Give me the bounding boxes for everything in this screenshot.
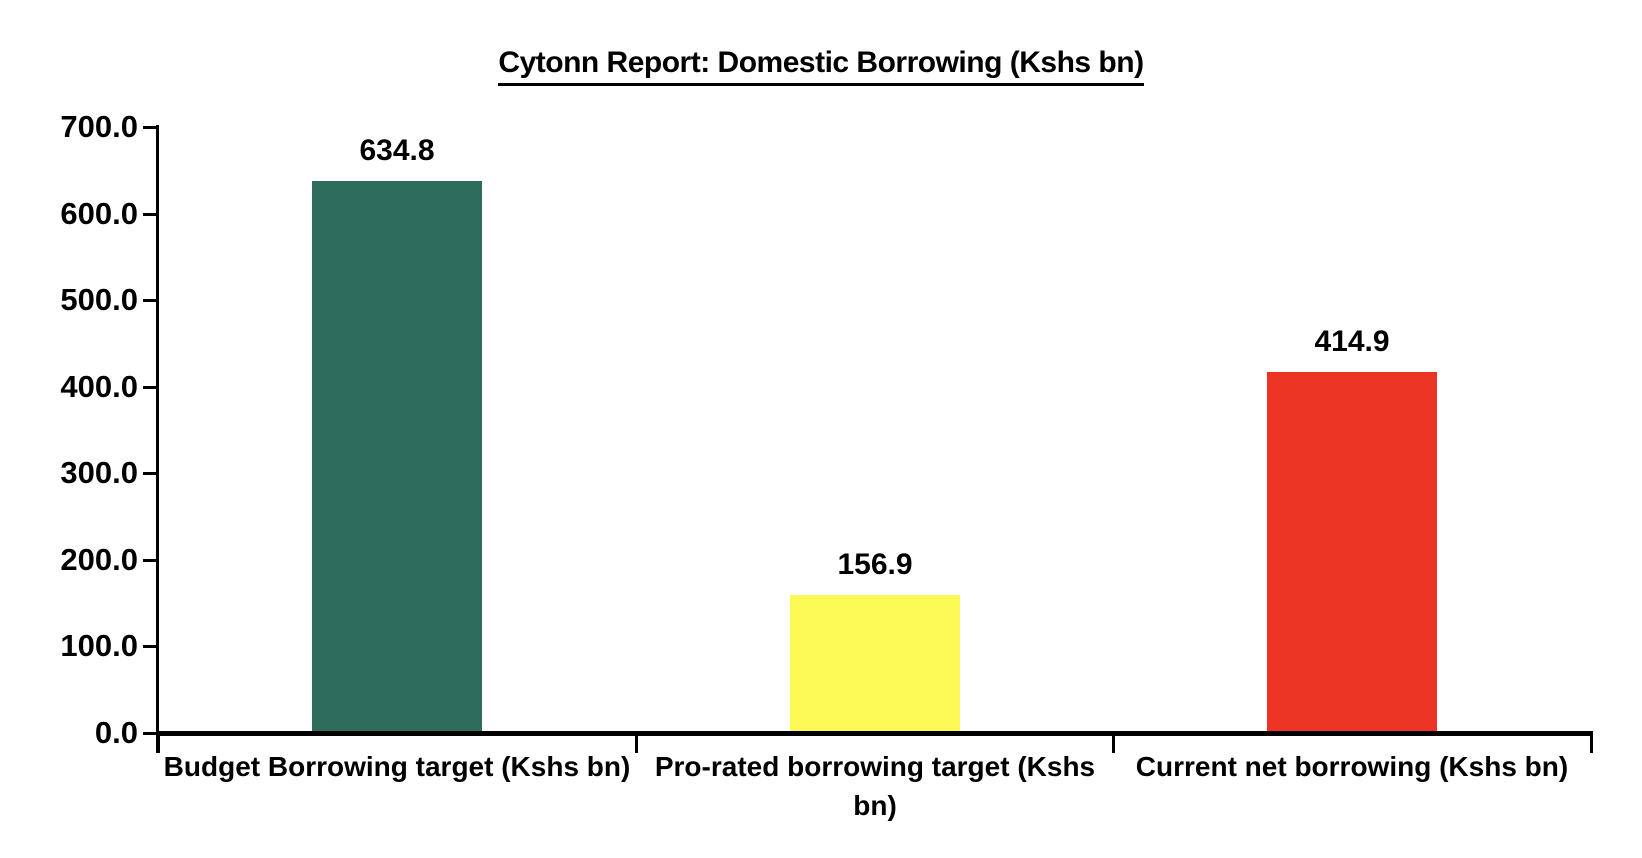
y-tick-label: 300.0 [60, 455, 138, 490]
y-axis-tick [143, 645, 158, 648]
bar [1267, 372, 1437, 731]
y-axis-tick [143, 299, 158, 302]
x-axis-line [156, 731, 1591, 736]
y-tick-label: 700.0 [60, 109, 138, 144]
bar-value-label: 634.8 [359, 134, 435, 167]
y-axis-tick [143, 386, 158, 389]
x-category-label: Pro-rated borrowing target (Kshs bn) [654, 751, 1096, 821]
bar-value-label: 414.9 [1314, 325, 1390, 358]
x-category-label: Budget Borrowing target (Kshs bn) [163, 751, 631, 782]
bar [790, 595, 960, 731]
y-axis-line [156, 125, 159, 753]
y-tick-label: 400.0 [60, 369, 138, 404]
bar [312, 181, 482, 731]
y-tick-label: 200.0 [60, 542, 138, 577]
y-tick-label: 600.0 [60, 196, 138, 231]
y-tick-label: 100.0 [60, 628, 138, 663]
y-axis-tick [143, 559, 158, 562]
title-row [0, 46, 1642, 86]
chart-title: Cytonn Report: Domestic Borrowing (Kshs bn) [498, 46, 1143, 86]
bar-value-label: 156.9 [837, 548, 913, 581]
y-axis-tick [143, 732, 158, 735]
y-axis-tick [143, 213, 158, 216]
y-axis-tick [143, 126, 158, 129]
y-tick-label: 0.0 [94, 715, 138, 750]
y-tick-label: 500.0 [60, 282, 138, 317]
y-axis-tick [143, 472, 158, 475]
x-category-label: Current net borrowing (Kshs bn) [1135, 751, 1569, 782]
